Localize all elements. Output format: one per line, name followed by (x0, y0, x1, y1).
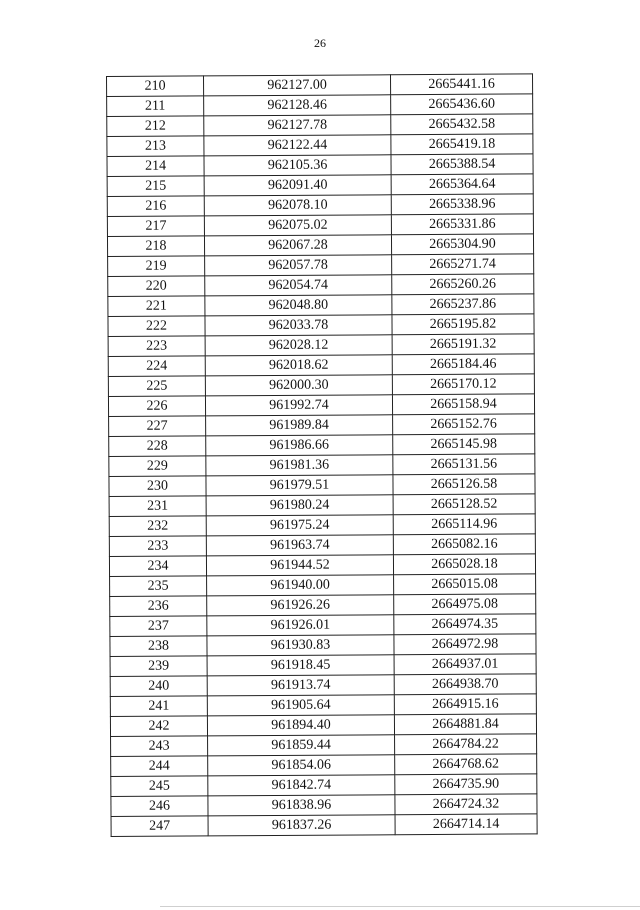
table-row (110, 634, 536, 657)
table-row (110, 654, 536, 677)
y-coordinate-cell: 2665145.98 (393, 434, 535, 455)
x-coordinate-cell: 961842.74 (208, 775, 395, 796)
x-coordinate-cell: 961838.96 (208, 795, 395, 816)
table-row (108, 314, 534, 337)
point-number-cell: 241 (110, 696, 207, 717)
page-edge-line (160, 906, 640, 907)
y-coordinate-cell: 2665152.76 (393, 414, 535, 435)
x-coordinate-cell: 962033.78 (205, 315, 392, 336)
x-coordinate-cell: 961859.44 (208, 735, 395, 756)
table-row (108, 334, 534, 357)
table-row (110, 574, 536, 597)
y-coordinate-cell: 2665028.18 (393, 554, 535, 575)
table-row (108, 294, 534, 317)
point-number-cell: 223 (108, 336, 205, 357)
point-number-cell: 228 (109, 436, 206, 457)
table-row (108, 354, 534, 377)
table-row (107, 134, 533, 157)
table-row (107, 234, 533, 257)
y-coordinate-cell: 2665015.08 (394, 574, 536, 595)
y-coordinate-cell: 2665158.94 (392, 394, 534, 415)
x-coordinate-cell: 962127.78 (204, 115, 391, 136)
point-number-cell: 215 (107, 176, 204, 197)
point-number-cell: 221 (108, 296, 205, 317)
x-coordinate-cell: 961981.36 (206, 455, 393, 476)
point-number-cell: 234 (109, 556, 206, 577)
point-number-cell: 217 (107, 216, 204, 237)
y-coordinate-cell: 2665364.64 (391, 174, 533, 195)
table-row (107, 174, 533, 197)
x-coordinate-cell: 962127.00 (204, 75, 391, 96)
y-coordinate-cell: 2665388.54 (391, 154, 533, 175)
page-number: 26 (314, 36, 326, 50)
table-row (108, 254, 534, 277)
point-number-cell: 236 (110, 596, 207, 617)
point-number-cell: 242 (110, 716, 207, 737)
x-coordinate-cell: 962000.30 (205, 375, 392, 396)
table-row (109, 474, 535, 497)
x-coordinate-cell: 961979.51 (206, 475, 393, 496)
table-row (110, 694, 536, 717)
y-coordinate-cell: 2664735.90 (395, 774, 537, 795)
point-number-cell: 214 (107, 156, 204, 177)
table-row (109, 534, 535, 557)
point-number-cell: 222 (108, 316, 205, 337)
x-coordinate-cell: 961905.64 (207, 695, 394, 716)
table-row (109, 434, 535, 457)
table-row (109, 454, 535, 477)
y-coordinate-cell: 2664881.84 (394, 714, 536, 735)
table-row (109, 414, 535, 437)
table-row (111, 794, 537, 817)
y-coordinate-cell: 2664784.22 (395, 734, 537, 755)
table-row (107, 74, 533, 97)
point-number-cell: 237 (110, 616, 207, 637)
table-row (108, 394, 534, 417)
x-coordinate-cell: 962128.46 (204, 95, 391, 116)
x-coordinate-cell: 962078.10 (204, 195, 391, 216)
y-coordinate-cell: 2665441.16 (390, 74, 532, 95)
point-number-cell: 227 (109, 416, 206, 437)
y-coordinate-cell: 2665436.60 (391, 94, 533, 115)
point-number-cell: 211 (107, 96, 204, 117)
x-coordinate-cell: 961940.00 (207, 575, 394, 596)
point-number-cell: 239 (110, 656, 207, 677)
x-coordinate-cell: 961930.83 (207, 635, 394, 656)
y-coordinate-cell: 2665114.96 (393, 514, 535, 535)
table-row (111, 754, 537, 777)
x-coordinate-cell: 961918.45 (207, 655, 394, 676)
x-coordinate-cell: 961894.40 (207, 715, 394, 736)
x-coordinate-cell: 962028.12 (205, 335, 392, 356)
table-row (109, 554, 535, 577)
table-row (109, 494, 535, 517)
table-row (111, 774, 537, 797)
point-number-cell: 243 (111, 736, 208, 757)
point-number-cell: 225 (108, 376, 205, 397)
y-coordinate-cell: 2664714.14 (395, 814, 537, 835)
x-coordinate-cell: 961963.74 (206, 535, 393, 556)
y-coordinate-cell: 2665338.96 (391, 194, 533, 215)
y-coordinate-cell: 2665271.74 (392, 254, 534, 275)
point-number-cell: 218 (107, 236, 204, 257)
point-number-cell: 235 (110, 576, 207, 597)
point-number-cell: 247 (111, 816, 208, 837)
y-coordinate-cell: 2665432.58 (391, 114, 533, 135)
table-row (111, 734, 537, 757)
table-row (108, 274, 534, 297)
y-coordinate-cell: 2664972.98 (394, 634, 536, 655)
y-coordinate-cell: 2665331.86 (391, 214, 533, 235)
table-row (110, 674, 536, 697)
x-coordinate-cell: 961986.66 (206, 435, 393, 456)
x-coordinate-cell: 962122.44 (204, 135, 391, 156)
point-number-cell: 231 (109, 496, 206, 517)
table-row (110, 594, 536, 617)
x-coordinate-cell: 962075.02 (204, 215, 391, 236)
point-number-cell: 244 (111, 756, 208, 777)
table-row (109, 514, 535, 537)
x-coordinate-cell: 962054.74 (205, 275, 392, 296)
x-coordinate-cell: 961944.52 (206, 555, 393, 576)
x-coordinate-cell: 962105.36 (204, 155, 391, 176)
point-number-cell: 212 (107, 116, 204, 137)
point-number-cell: 246 (111, 796, 208, 817)
x-coordinate-cell: 962018.62 (205, 355, 392, 376)
y-coordinate-cell: 2665260.26 (392, 274, 534, 295)
x-coordinate-cell: 961926.01 (207, 615, 394, 636)
y-coordinate-cell: 2664974.35 (394, 614, 536, 635)
y-coordinate-cell: 2665191.32 (392, 334, 534, 355)
point-number-cell: 229 (109, 456, 206, 477)
x-coordinate-cell: 961989.84 (206, 415, 393, 436)
point-number-cell: 230 (109, 476, 206, 497)
y-coordinate-cell: 2665419.18 (391, 134, 533, 155)
table-row (107, 94, 533, 117)
coordinates-table (106, 73, 538, 837)
table-row (107, 114, 533, 137)
table-row (111, 814, 537, 837)
point-number-cell: 226 (108, 396, 205, 417)
point-number-cell: 220 (108, 276, 205, 297)
y-coordinate-cell: 2665170.12 (392, 374, 534, 395)
y-coordinate-cell: 2664937.01 (394, 654, 536, 675)
x-coordinate-cell: 961992.74 (205, 395, 392, 416)
point-number-cell: 224 (108, 356, 205, 377)
point-number-cell: 210 (107, 76, 204, 97)
y-coordinate-cell: 2664975.08 (394, 594, 536, 615)
x-coordinate-cell: 962091.40 (204, 175, 391, 196)
y-coordinate-cell: 2665126.58 (393, 474, 535, 495)
point-number-cell: 245 (111, 776, 208, 797)
point-number-cell: 232 (109, 516, 206, 537)
x-coordinate-cell: 962057.78 (205, 255, 392, 276)
table-row (110, 714, 536, 737)
point-number-cell: 233 (109, 536, 206, 557)
x-coordinate-cell: 962067.28 (204, 235, 391, 256)
y-coordinate-cell: 2664724.32 (395, 794, 537, 815)
x-coordinate-cell: 961837.26 (208, 815, 395, 836)
point-number-cell: 219 (108, 256, 205, 277)
table-row (107, 194, 533, 217)
point-number-cell: 213 (107, 136, 204, 157)
point-number-cell: 240 (110, 676, 207, 697)
y-coordinate-cell: 2665128.52 (393, 494, 535, 515)
y-coordinate-cell: 2664768.62 (395, 754, 537, 775)
x-coordinate-cell: 962048.80 (205, 295, 392, 316)
y-coordinate-cell: 2665195.82 (392, 314, 534, 335)
y-coordinate-cell: 2665082.16 (393, 534, 535, 555)
y-coordinate-cell: 2664915.16 (394, 694, 536, 715)
table-row (107, 214, 533, 237)
coordinates-table-body (107, 74, 538, 837)
x-coordinate-cell: 961913.74 (207, 675, 394, 696)
y-coordinate-cell: 2665184.46 (392, 354, 534, 375)
table-row (110, 614, 536, 637)
y-coordinate-cell: 2665237.86 (392, 294, 534, 315)
x-coordinate-cell: 961980.24 (206, 495, 393, 516)
x-coordinate-cell: 961926.26 (207, 595, 394, 616)
point-number-cell: 216 (107, 196, 204, 217)
table-row (108, 374, 534, 397)
point-number-cell: 238 (110, 636, 207, 657)
y-coordinate-cell: 2665304.90 (391, 234, 533, 255)
x-coordinate-cell: 961854.06 (208, 755, 395, 776)
table-row (107, 154, 533, 177)
coordinates-table-container (106, 73, 537, 837)
y-coordinate-cell: 2664938.70 (394, 674, 536, 695)
x-coordinate-cell: 961975.24 (206, 515, 393, 536)
y-coordinate-cell: 2665131.56 (393, 454, 535, 475)
